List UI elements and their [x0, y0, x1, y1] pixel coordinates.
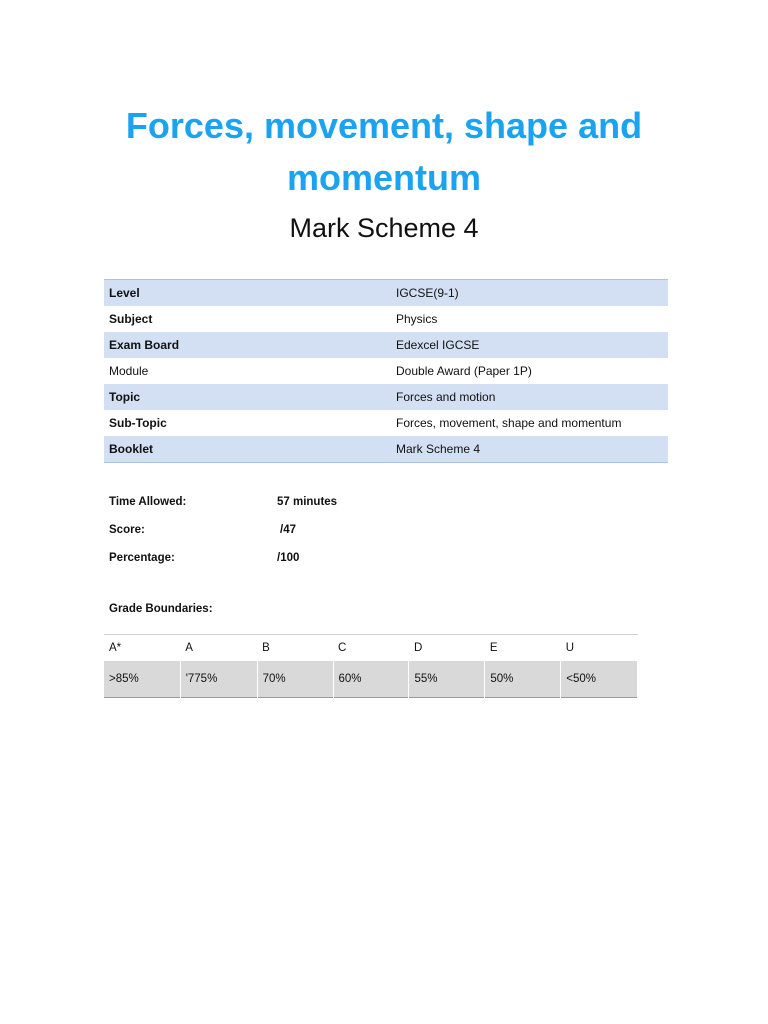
percentage-label: Percentage:	[109, 552, 175, 564]
info-row-module	[104, 358, 668, 384]
score-value: /47	[280, 524, 296, 536]
info-value: Physics	[396, 312, 438, 326]
time-allowed-row	[109, 488, 337, 516]
info-value: Edexcel IGCSE	[391, 332, 668, 358]
info-label: Exam Board	[104, 332, 391, 358]
grade-value: 55%	[409, 661, 485, 698]
info-row-booklet	[104, 436, 668, 463]
info-row-topic	[104, 384, 668, 410]
title-line-1: Forces, movement, shape and	[125, 105, 643, 146]
grade-value: 50%	[485, 661, 561, 698]
document-subtitle: Mark Scheme 4	[289, 213, 479, 243]
grade-letter: A	[185, 642, 193, 654]
score-label: Score:	[109, 524, 145, 536]
grade-value: '775%	[180, 661, 257, 698]
info-row-subject	[104, 306, 668, 332]
grade-letter: B	[262, 642, 270, 654]
title-block	[0, 100, 768, 246]
grade-value: 60%	[333, 661, 409, 698]
grade-letter: C	[338, 642, 347, 654]
grade-letter: U	[565, 642, 575, 654]
info-row-level	[104, 280, 668, 307]
info-row-exam-board	[104, 332, 668, 358]
percentage-value: /100	[277, 552, 300, 564]
document-title	[0, 100, 768, 204]
info-row-sub-topic	[104, 410, 668, 436]
time-allowed-value: 57 minutes	[277, 496, 338, 508]
grade-value: >85%	[104, 661, 180, 698]
grade-letter: E	[489, 642, 498, 654]
info-value: Forces and motion	[391, 384, 668, 410]
info-label: Subject	[109, 312, 153, 326]
info-value: IGCSE(9-1)	[391, 280, 668, 307]
percentage-row	[109, 544, 337, 572]
grade-letters-row	[104, 635, 638, 662]
exam-summary	[109, 488, 337, 572]
info-value: Mark Scheme 4	[391, 436, 668, 463]
time-allowed-label: Time Allowed:	[109, 496, 187, 508]
info-label: Sub-Topic	[109, 416, 167, 430]
info-value: Forces, movement, shape and momentum	[396, 416, 622, 430]
grade-letter: D	[413, 642, 423, 654]
info-table	[104, 279, 668, 463]
info-value: Double Award (Paper 1P)	[396, 364, 532, 378]
info-label: Level	[104, 280, 391, 307]
grade-boundaries-heading: Grade Boundaries:	[109, 603, 213, 615]
info-label: Booklet	[104, 436, 391, 463]
grade-values-row	[104, 661, 638, 698]
info-label: Topic	[104, 384, 391, 410]
score-row	[109, 516, 337, 544]
grade-value: 70%	[257, 661, 333, 698]
title-line-2: momentum	[286, 157, 481, 198]
info-label: Module	[109, 364, 149, 378]
grade-letter: A*	[109, 642, 122, 654]
grade-value: <50%	[561, 661, 638, 698]
grade-boundaries-table	[104, 634, 638, 698]
